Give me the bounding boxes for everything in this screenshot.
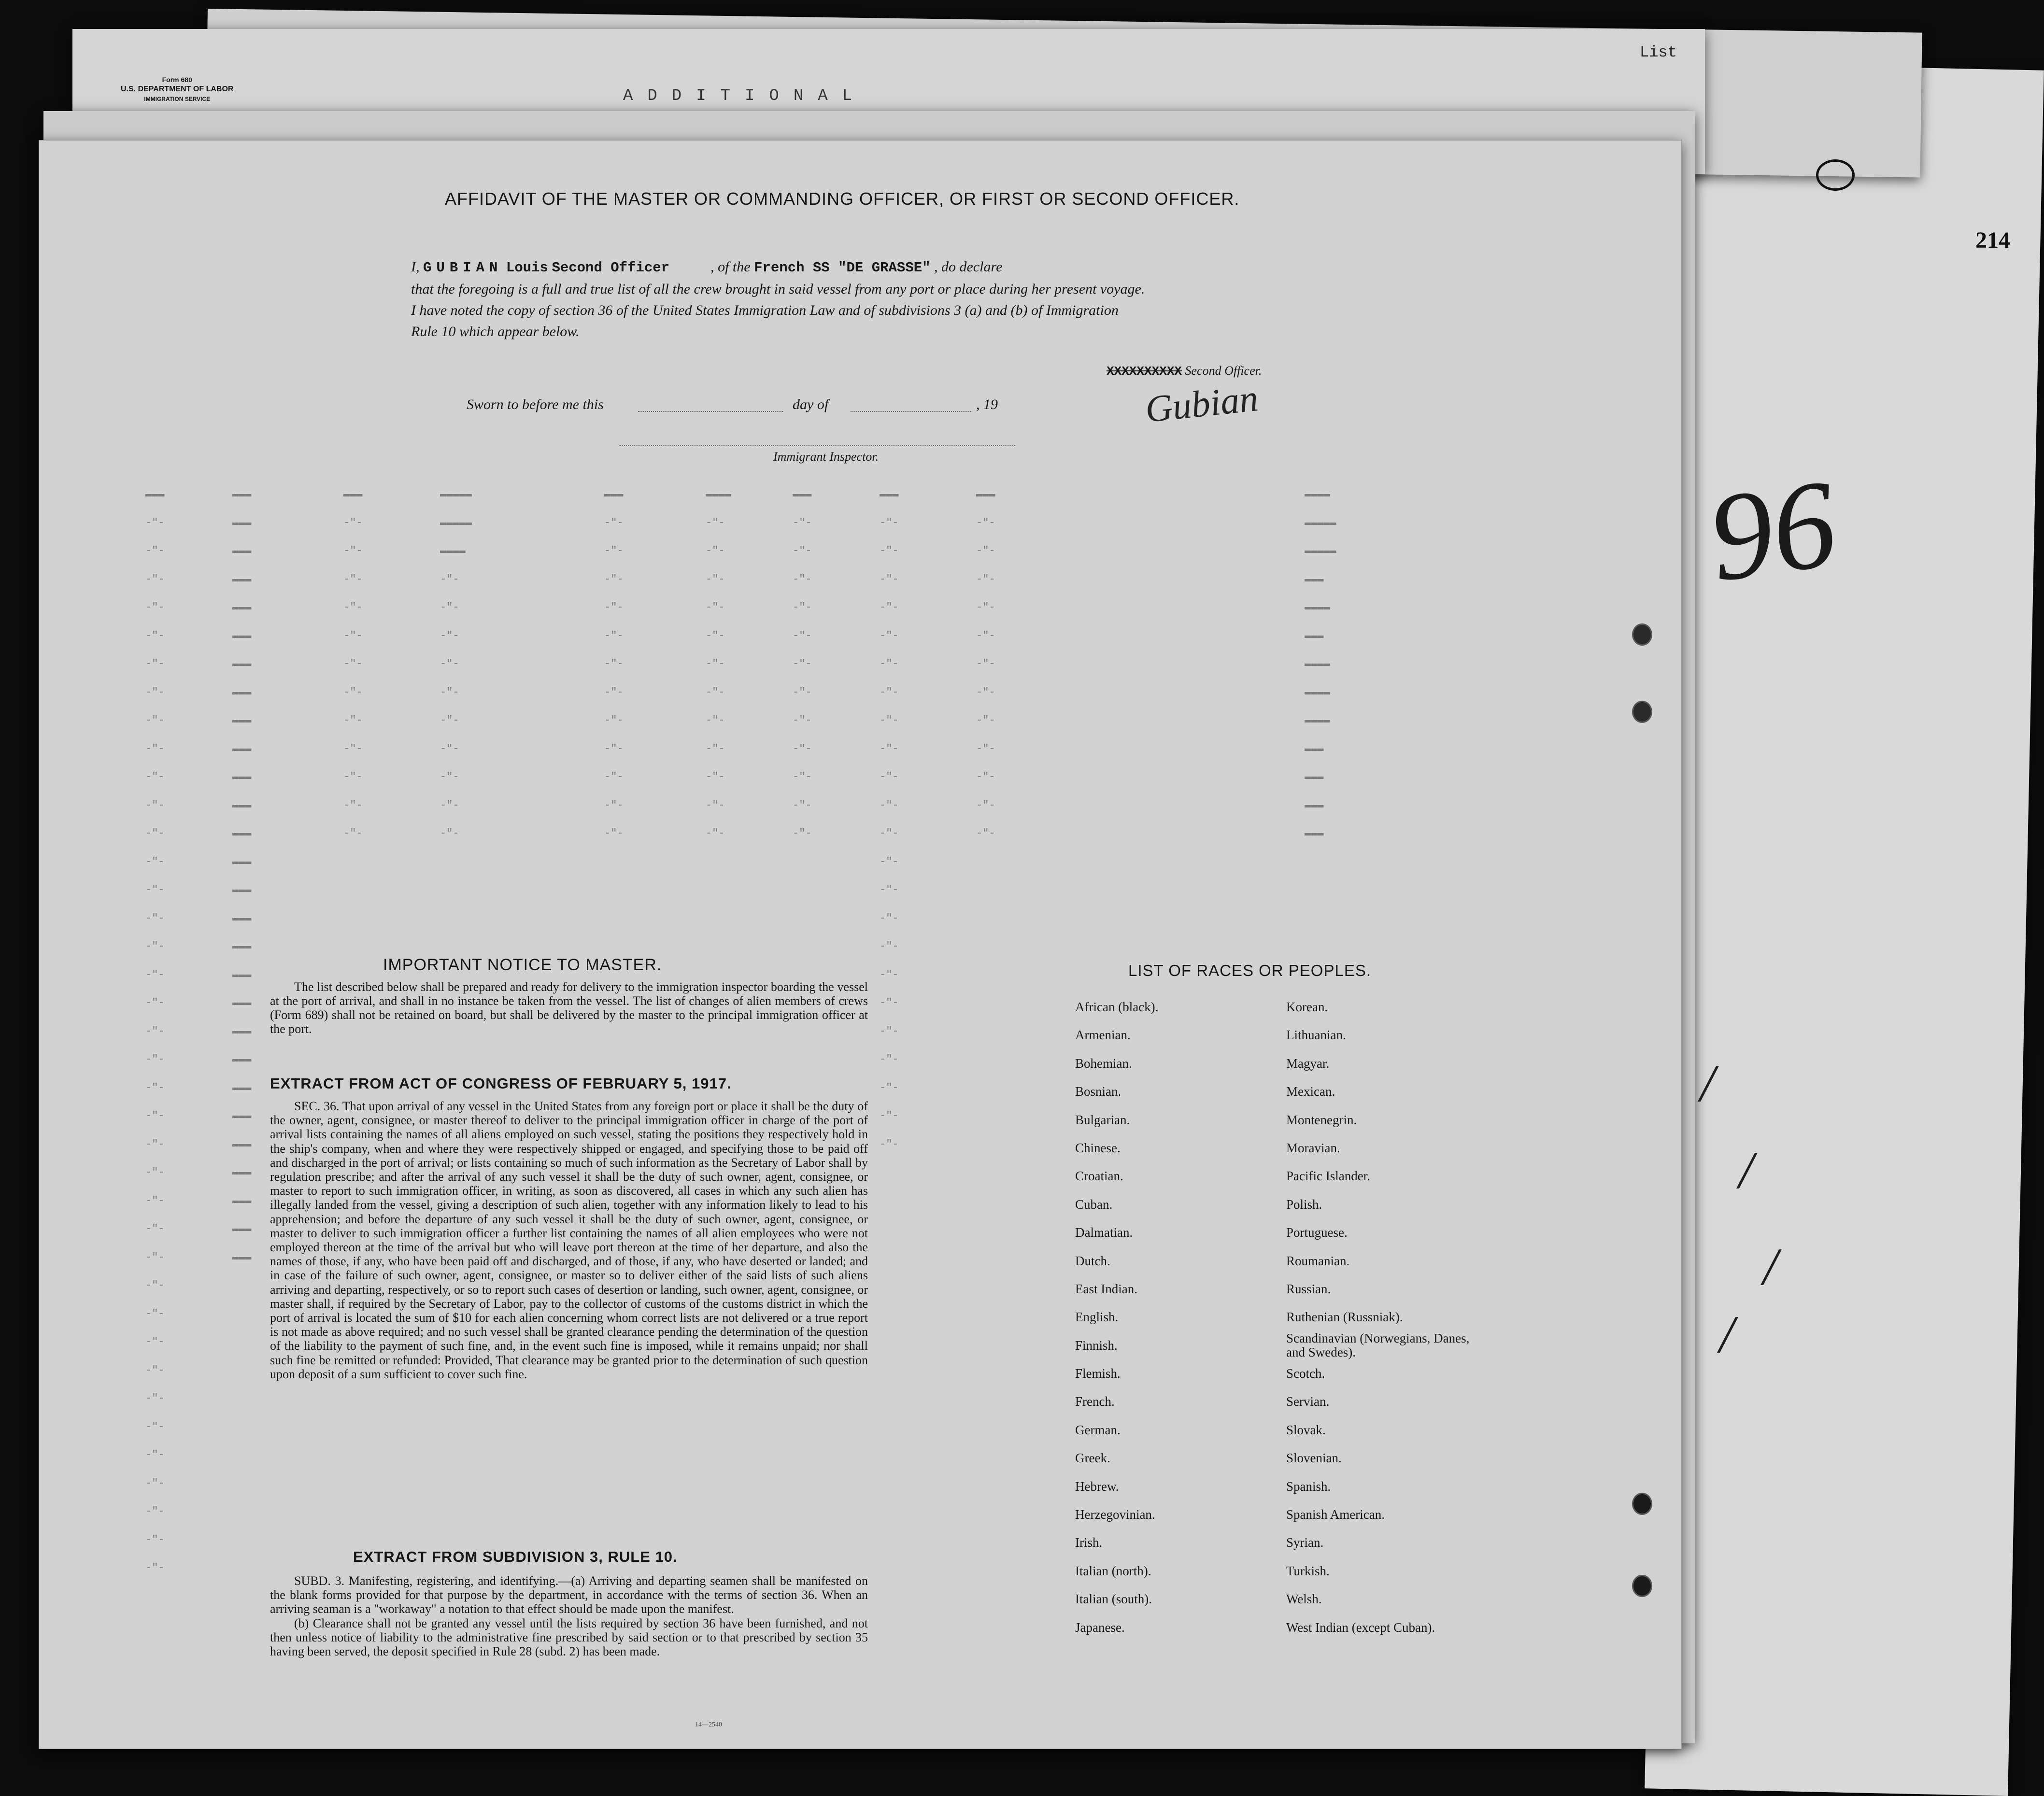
race-item: Turkish. <box>1286 1563 1330 1578</box>
sworn-label: Sworn to before me this <box>467 396 604 412</box>
handwritten-tally-mark: / <box>1700 1054 1715 1113</box>
punch-hole <box>1632 1493 1652 1515</box>
day-blank <box>638 411 783 412</box>
race-item: Dalmatian. <box>1075 1225 1133 1240</box>
race-item: Lithuanian. <box>1286 1028 1346 1043</box>
additional-heading: ADDITIONAL <box>623 87 867 105</box>
races-list-left <box>1075 993 1158 1641</box>
rule-extract-title: EXTRACT FROM SUBDIVISION 3, RULE 10. <box>353 1548 678 1565</box>
ghost-column: ▬▬▬ ▬▬▬ ▬▬▬ ▬▬▬ ▬▬▬ ▬▬▬ ▬▬▬ ▬▬▬ ▬▬▬ ▬▬▬ ▬▬▬ ▬▬▬ ▬▬▬ ▬▬▬ ▬▬▬ ▬▬▬ ▬▬▬ ▬▬▬ ▬▬▬ ▬▬▬ ▬▬▬ ▬▬▬ ▬▬▬ ▬▬▬ ▬▬▬ ▬▬▬ ▬▬▬ ▬▬▬ <box>232 488 252 1263</box>
race-item: Moravian. <box>1286 1140 1340 1155</box>
ghost-column: ▬▬▬ -"- -"- -"- -"- -"- -"- -"- -"- -"- -"- -"- -"- <box>793 488 812 839</box>
race-item: Slovenian. <box>1286 1451 1342 1466</box>
officer-title: Second Officer. <box>1185 364 1262 378</box>
do-declare-label: , do declare <box>934 259 1003 275</box>
race-item: Pacific Islander. <box>1286 1169 1370 1184</box>
declaration-text <box>411 256 1145 342</box>
officer-title-line <box>1107 364 1262 379</box>
race-item: Portuguese. <box>1286 1225 1348 1240</box>
handwritten-tally-mark: / <box>1763 1237 1778 1296</box>
race-item: Spanish. <box>1286 1479 1331 1494</box>
punch-hole <box>1632 1575 1652 1597</box>
race-item: Armenian. <box>1075 1028 1131 1043</box>
year-label: , 19 <box>976 396 998 412</box>
ghost-column: ▬▬▬ -"- -"- -"- -"- -"- -"- -"- -"- -"- -"- -"- -"- <box>976 488 995 839</box>
race-item: Greek. <box>1075 1451 1110 1466</box>
race-item: English. <box>1075 1310 1119 1325</box>
of-the-label: , of the <box>710 259 751 275</box>
service-name: IMMIGRATION SERVICE <box>144 96 211 102</box>
race-item: Bohemian. <box>1075 1056 1132 1071</box>
race-item: Syrian. <box>1286 1535 1324 1550</box>
act-extract-title: EXTRACT FROM ACT OF CONGRESS OF FEBRUARY 5, 1917. <box>270 1075 732 1092</box>
form-number: Form 680 <box>162 76 192 84</box>
race-item: Roumanian. <box>1286 1253 1350 1268</box>
punch-hole <box>1632 623 1652 646</box>
race-item: Korean. <box>1286 1000 1328 1014</box>
race-item: Italian (south). <box>1075 1592 1152 1607</box>
race-item: Cuban. <box>1075 1197 1113 1212</box>
officer-given-name: Louis <box>506 260 548 276</box>
officer-surname: GUBIAN <box>423 260 503 276</box>
affidavit-sheet <box>39 140 1682 1749</box>
declaration-line-4: Rule 10 which appear below. <box>411 324 580 339</box>
race-item: Bulgarian. <box>1075 1112 1130 1127</box>
background-page-right <box>1645 63 2044 1796</box>
race-item: Finnish. <box>1075 1338 1118 1353</box>
list-corner-text: List <box>1640 43 1677 61</box>
race-item: Magyar. <box>1286 1056 1330 1071</box>
handwritten-tally-mark: / <box>1719 1305 1734 1364</box>
ghost-column: ▬▬▬ -"- -"- -"- -"- -"- -"- -"- -"- -"- -"- -"- -"- <box>604 488 624 839</box>
handwritten-number: 96 <box>1701 453 1845 608</box>
notice-title: IMPORTANT NOTICE TO MASTER. <box>383 956 662 974</box>
punch-hole <box>1632 701 1652 723</box>
month-blank <box>851 411 971 412</box>
inspector-blank <box>619 445 1015 446</box>
subdivision-3-text <box>270 1574 868 1658</box>
declaration-prefix: I, <box>411 259 420 275</box>
race-item: Japanese. <box>1075 1620 1125 1635</box>
race-item: Scandinavian (Norwegians, Danes, and Swedes). <box>1286 1330 1470 1359</box>
vessel-name: French SS "DE GRASSE" <box>754 260 931 276</box>
notice-body: The list described below shall be prepared and ready for delivery to the immigration inspector boarding the vessel at the port of arrival, and shall in no instance be taken from the vessel. The list of changes of alien members of crews (Form 689) shall not be retained on board, but shall be delivered by the master to the principal immigration officer at the port. <box>270 980 868 1036</box>
race-item: Welsh. <box>1286 1592 1322 1607</box>
race-item: Herzegovinian. <box>1075 1507 1155 1522</box>
race-item: West Indian (except Cuban). <box>1286 1620 1435 1635</box>
declaration-line-3: I have noted the copy of section 36 of the United States Immigration Law and of subdivisions 3 (a) and (b) of Immigration <box>411 302 1119 318</box>
ghost-column: ▬▬▬ -"- -"- -"- -"- -"- -"- -"- -"- -"- -"- -"- -"- -"- -"- -"- -"- -"- -"- -"- -"- -"- -"- -"- -"- -"- -"- -"- -"- -"- -"- -"- -"- -"- -"- -"- -"- -"- -"- <box>145 488 165 1574</box>
race-item: Irish. <box>1075 1535 1103 1550</box>
inspector-label: Immigrant Inspector. <box>773 450 879 464</box>
races-title: LIST OF RACES OR PEOPLES. <box>1128 962 1372 979</box>
circled-mark <box>1816 159 1855 191</box>
page-number: 214 <box>1975 227 2010 253</box>
ghost-column: ▬▬▬ -"- -"- -"- -"- -"- -"- -"- -"- -"- -"- -"- -"- <box>343 488 363 839</box>
race-item: Montenegrin. <box>1286 1112 1357 1127</box>
officer-rank: Second Officer <box>552 260 670 276</box>
race-item: East Indian. <box>1075 1281 1137 1296</box>
day-of-label: day of <box>793 396 829 412</box>
race-item: Scotch. <box>1286 1366 1325 1381</box>
race-item: Croatian. <box>1075 1169 1123 1184</box>
declaration-line-2: that the foregoing is a full and true list of all the crew brought in said vessel from any port or place during her present voyage. <box>411 281 1145 297</box>
handwritten-tally-mark: / <box>1739 1141 1754 1200</box>
race-item: Flemish. <box>1075 1366 1121 1381</box>
subdivision-3-paragraph-a: SUBD. 3. Manifesting, registering, and identifying.—(a) Arriving and departing seamen shall be manifested on the blank forms provided for that purpose by the department, in accordance with the terms of section 36. When an arriving seaman is a "workaway" a notation to that effect should be made upon the manifest. <box>270 1574 868 1616</box>
races-list-right <box>1286 993 1489 1641</box>
form-print-code: 14—2540 <box>695 1721 722 1728</box>
declaration-line-1 <box>411 256 1145 279</box>
race-item: German. <box>1075 1422 1121 1437</box>
race-item: Polish. <box>1286 1197 1322 1212</box>
race-item: Ruthenian (Russniak). <box>1286 1310 1403 1325</box>
race-item: Servian. <box>1286 1394 1330 1409</box>
race-item: Chinese. <box>1075 1140 1121 1155</box>
race-item: French. <box>1075 1394 1115 1409</box>
race-item: Russian. <box>1286 1281 1331 1296</box>
officer-signature: Gubian <box>1143 377 1260 430</box>
race-item: Dutch. <box>1075 1253 1110 1268</box>
section-36-text: SEC. 36. That upon arrival of any vessel in the United States from any foreign port or place it shall be the duty of the owner, agent, consignee, or master thereof to deliver to the principal immigration officer in charge of the port of arrival lists containing the names of all aliens employed on such vessel, stating the positions they respectively hold in the ship's company, when and where they were respectively shipped or engaged, and specifying those to be paid off and discharged in the port of arrival; or lists containing so much of such information as the Secretary of Labor shall by regulation prescribe; and after the arrival of any such vessel it shall be the duty of such owner, agent, consignee, or master to report to such immigration officer, in writing, as soon as discovered, all cases in which any such alien has illegally landed from the vessel, giving a description of such alien, together with any information likely to lead to his apprehension; and before the departure of any such vessel it shall be the duty of such owner, agent, consignee, or master to deliver to such immigration officer a further list containing the names of all alien employees who were not employed thereon at the time of the arrival but who will leave port thereon at the time of her departure, and also the names of those, if any, who have been paid off and discharged, and of those, if any, who have deserted or landed; and in case of the failure of such owner, agent, consignee, or master so to deliver either of the said lists of such aliens arriving and departing, respectively, or so to report such cases of desertion or landing, such owner, agent, consignee, or master shall, if required by the Secretary of Labor, pay to the collector of customs of the customs district in which the port of arrival is located the sum of $10 for each alien concerning whom correct lists are not delivered or a true report is not made as above required; and no such vessel shall be granted clearance pending the determination of the question of the liability to the payment of such fine, and, in the event such fine is imposed, while it remains unpaid; nor shall such fine be remitted or refunded: Provided, That clearance may be granted prior to the determination of such question upon deposit of a sum sufficient to cover such fine. <box>270 1099 868 1381</box>
ghost-column: ▬▬▬▬▬ ▬▬▬▬▬ ▬▬▬▬ -"- -"- -"- -"- -"- -"- -"- -"- -"- -"- <box>440 488 472 839</box>
race-item: Mexican. <box>1286 1084 1335 1099</box>
race-item: Bosnian. <box>1075 1084 1121 1099</box>
ghost-column: ▬▬▬▬ -"- -"- -"- -"- -"- -"- -"- -"- -"- -"- -"- -"- <box>706 488 731 839</box>
subdivision-3-paragraph-b: (b) Clearance shall not be granted any vessel until the lists required by section 36 have been furnished, and not then unless notice of liability to the administrative fine prescribed by said section or to that prescribed by section 35 having been served, the deposit specified in Rule 28 (subd. 2) has been made. <box>270 1616 868 1659</box>
race-item: Spanish American. <box>1286 1507 1385 1522</box>
race-item: Slovak. <box>1286 1422 1326 1437</box>
race-item: African (black). <box>1075 1000 1159 1014</box>
ghost-column: ▬▬▬▬ ▬▬▬▬▬ ▬▬▬▬▬ ▬▬▬ ▬▬▬▬ ▬▬▬ ▬▬▬▬ ▬▬▬▬ ▬▬▬▬ ▬▬▬ ▬▬▬ ▬▬▬ ▬▬▬ <box>1305 488 1337 839</box>
ghost-column: ▬▬▬ -"- -"- -"- -"- -"- -"- -"- -"- -"- -"- -"- -"- -"- -"- -"- -"- -"- -"- -"- -"- -"- -"- -"- <box>880 488 899 1150</box>
struck-out-title: XXXXXXXXXX <box>1107 364 1182 379</box>
race-item: Hebrew. <box>1075 1479 1119 1494</box>
form-680-header <box>121 75 233 104</box>
department-name: U.S. DEPARTMENT OF LABOR <box>121 85 234 93</box>
race-item: Italian (north). <box>1075 1563 1151 1578</box>
affidavit-title: AFFIDAVIT OF THE MASTER OR COMMANDING OFFICER, OR FIRST OR SECOND OFFICER. <box>445 189 1240 209</box>
